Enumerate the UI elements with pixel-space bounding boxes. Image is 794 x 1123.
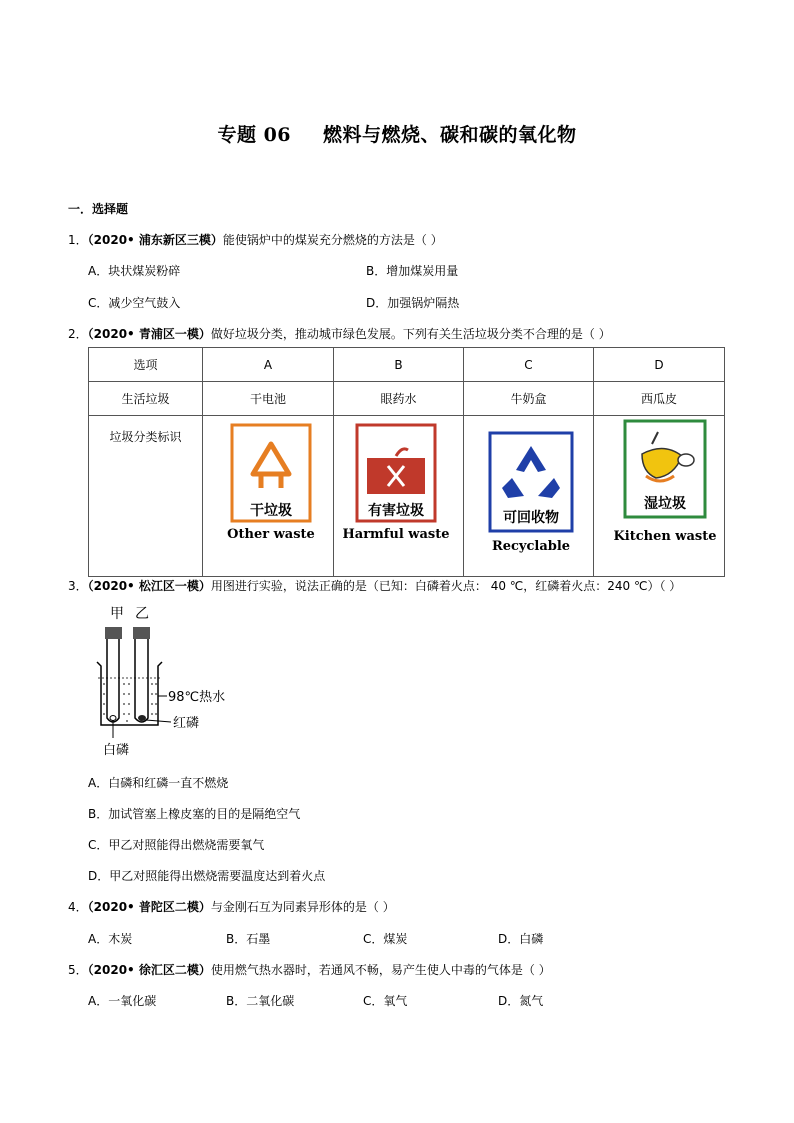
question-number: 4． — [68, 900, 88, 914]
bin-en-label: Recyclable — [491, 539, 571, 554]
harmful-waste-bin-sign — [334, 416, 464, 564]
red-phosphorus-label: 红磷 — [173, 716, 200, 731]
q1-option-a: A．块状煤炭粉碎 — [88, 264, 181, 278]
q4-option-a: A．木炭 — [88, 932, 133, 946]
question-source: （2020• 浦东新区三模） — [87, 233, 223, 247]
page-title — [0, 120, 794, 147]
table-row — [89, 348, 725, 382]
question-source: （2020• 普陀区二模） — [87, 900, 211, 914]
table-cell — [334, 416, 464, 577]
table-row — [89, 382, 725, 416]
q3-option-d: D．甲乙对照能得出燃烧需要温度达到着火点 — [88, 869, 326, 883]
table-cell: D — [594, 348, 725, 382]
table-cell: 选项 — [89, 348, 203, 382]
q3-option-c: C．甲乙对照能得出燃烧需要氧气 — [88, 838, 265, 852]
q4-option-d: D．白磷 — [498, 932, 544, 946]
white-phosphorus — [110, 716, 116, 721]
table-cell: 眼药水 — [334, 382, 464, 416]
question-number: 3． — [68, 579, 88, 593]
table-cell — [464, 416, 594, 577]
kitchen-waste-bin-sign — [594, 416, 725, 564]
title-topic: 燃料与燃烧、碳和碳的氧化物 — [323, 124, 577, 146]
question-stem: 做好垃圾分类，推动城市绿色发展。下列有关生活垃圾分类不合理的是（ ） — [210, 327, 611, 341]
question-stem: 使用燃气热水器时，若通风不畅，易产生使人中毒的气体是（ ） — [210, 963, 551, 977]
hot-water-label: 98℃热水 — [168, 690, 226, 705]
test-tube-jia — [107, 639, 119, 722]
bin-cn-label: 湿垃圾 — [644, 496, 686, 512]
table-cell: 干电池 — [203, 382, 334, 416]
bin-en-label: Harmful waste — [342, 527, 450, 542]
bin-cn-label: 有害垃圾 — [368, 503, 424, 519]
q4-option-c: C．煤炭 — [363, 932, 408, 946]
white-phosphorus-label: 白磷 — [103, 743, 130, 758]
question-4 — [68, 898, 395, 915]
question-stem: 与金刚石互为同素异形体的是（ ） — [210, 900, 395, 914]
q3-option-a: A．白磷和红磷一直不燃烧 — [88, 776, 229, 790]
table-cell: B — [334, 348, 464, 382]
bin-en-label: Kitchen waste — [613, 529, 717, 544]
table-cell: C — [464, 348, 594, 382]
table-row — [89, 416, 725, 577]
rubber-stopper — [133, 627, 150, 639]
table-cell — [594, 416, 725, 577]
section-heading: 一．选择题 — [68, 202, 129, 216]
table-cell: A — [203, 348, 334, 382]
red-phosphorus — [138, 715, 146, 721]
question-source: （2020• 青浦区一模） — [87, 327, 211, 341]
question-source: （2020• 徐汇区二模） — [87, 963, 211, 977]
title-number: 专题 06 — [217, 124, 292, 146]
q5-option-a: A．一氧化碳 — [88, 994, 157, 1008]
q4-option-b: B．石墨 — [226, 932, 271, 946]
q3-option-b: B．加试管塞上橡皮塞的目的是隔绝空气 — [88, 807, 301, 821]
q5-option-b: B．二氧化碳 — [226, 994, 295, 1008]
question-stem: 用图进行实验，说法正确的是（已知：白磷着火点： 40 ℃，红磷着火点：240 ℃）（ ） — [210, 579, 682, 593]
question-source: （2020• 松江区一模） — [87, 579, 211, 593]
q5-option-c: C．氧气 — [363, 994, 408, 1008]
waste-sorting-table — [88, 347, 725, 577]
tube-yi-label: 乙 — [135, 606, 149, 622]
question-3 — [68, 577, 681, 594]
experiment-figure — [95, 600, 245, 760]
tube-jia-label: 甲 — [110, 606, 124, 622]
q1-option-c: C．减少空气鼓入 — [88, 296, 181, 310]
bin-cn-label: 可回收物 — [503, 510, 559, 526]
question-2 — [68, 325, 611, 342]
question-number: 5． — [68, 963, 88, 977]
question-number: 2． — [68, 327, 88, 341]
rubber-stopper — [105, 627, 122, 639]
table-cell — [203, 416, 334, 577]
question-1 — [68, 231, 443, 248]
test-tube-yi — [135, 639, 148, 722]
q5-option-d: D．氮气 — [498, 994, 544, 1008]
recyclable-bin-sign — [464, 416, 594, 564]
hazard-icon — [367, 436, 425, 494]
question-stem: 能使锅炉中的煤炭充分燃烧的方法是（ ） — [222, 233, 443, 247]
other-waste-bin-sign — [203, 416, 334, 564]
q1-option-b: B．增加煤炭用量 — [366, 264, 459, 278]
table-cell: 垃圾分类标识 — [89, 416, 203, 577]
table-cell: 牛奶盒 — [464, 382, 594, 416]
table-cell: 生活垃圾 — [89, 382, 203, 416]
bin-cn-label: 干垃圾 — [250, 503, 292, 519]
question-number: 1． — [68, 233, 88, 247]
table-cell: 西瓜皮 — [594, 382, 725, 416]
q1-option-d: D．加强锅炉隔热 — [366, 296, 460, 310]
question-5 — [68, 961, 551, 978]
bin-en-label: Other waste — [227, 527, 315, 542]
